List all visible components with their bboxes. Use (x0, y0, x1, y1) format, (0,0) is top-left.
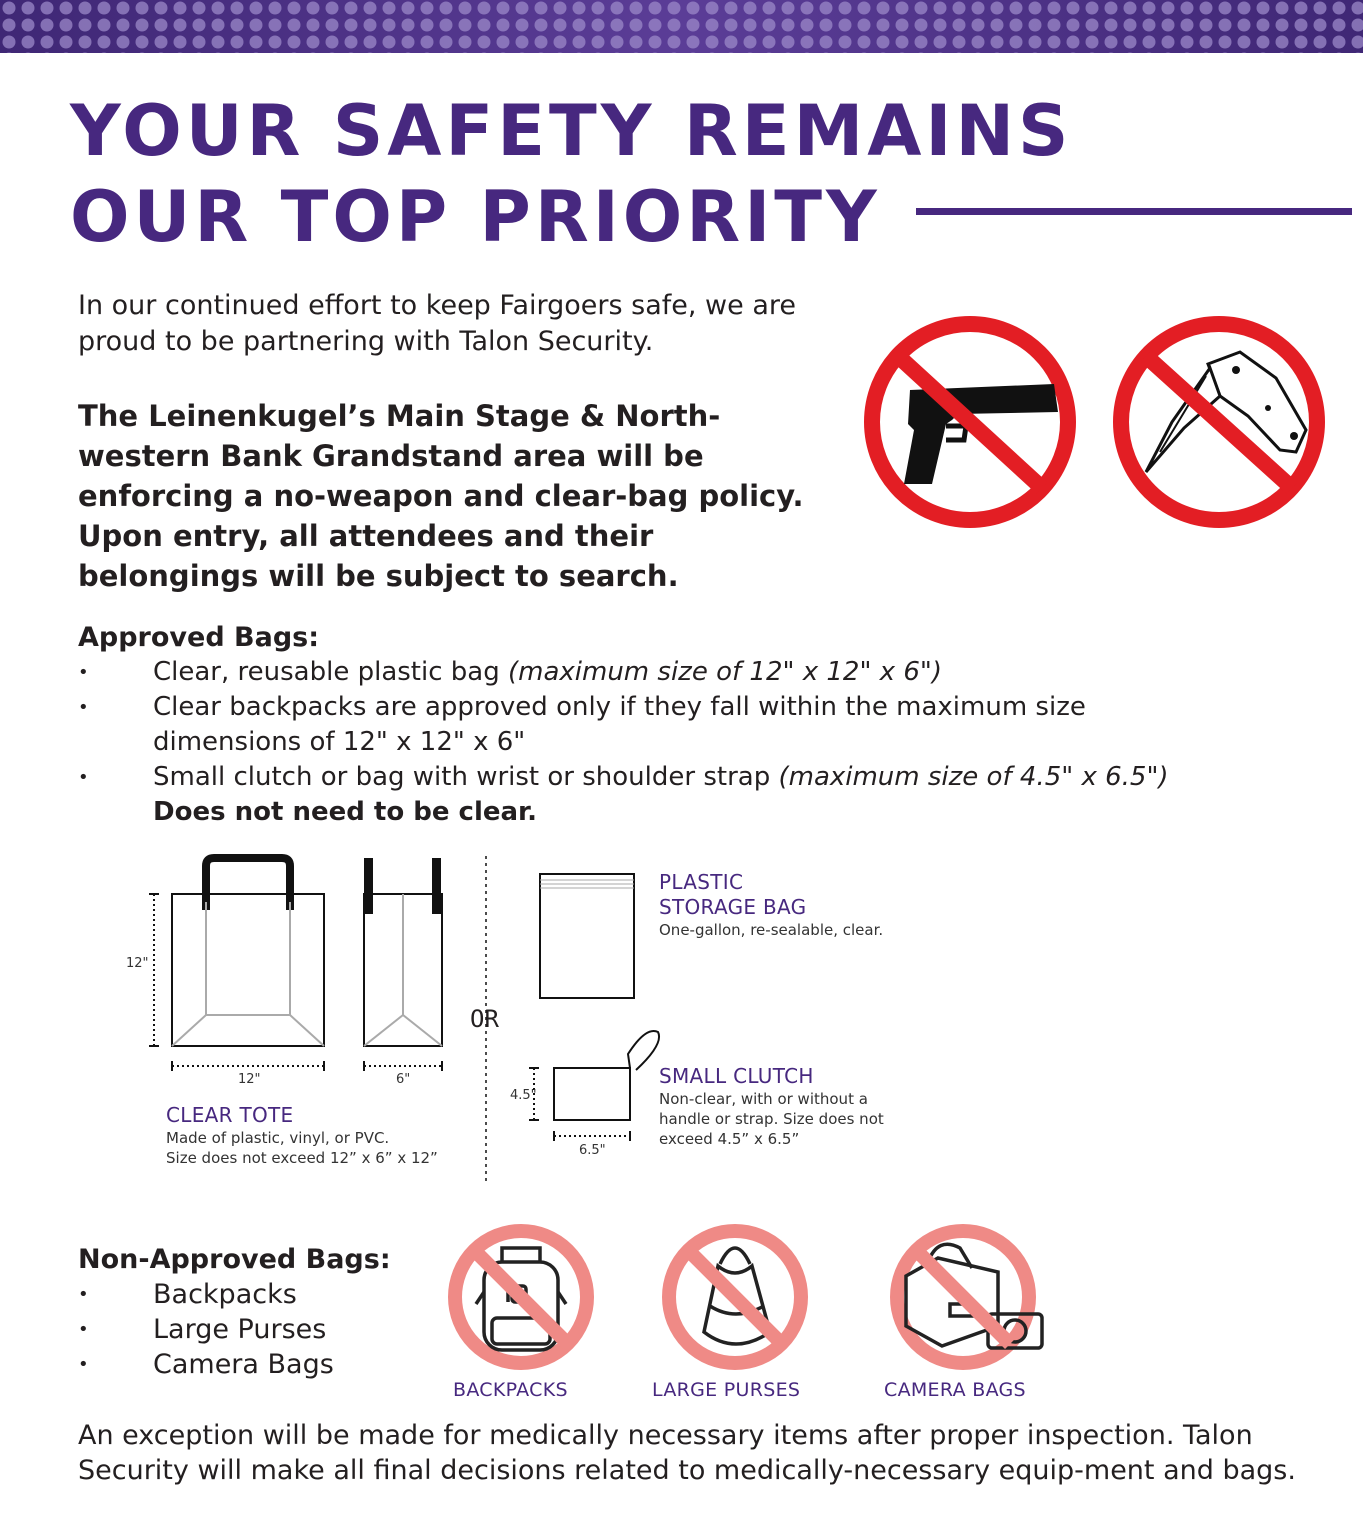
clutch-desc-1: Non-clear, with or without a (659, 1090, 868, 1108)
bullet: • (78, 767, 89, 788)
list-item (78, 1277, 334, 1312)
camera-bags-caption: CAMERA BAGS (884, 1379, 1026, 1401)
clear-tote-desc-2: Size does not exceed 12” x 6” x 12” (166, 1149, 438, 1167)
item-size: (maximum size of 4.5" x 6.5") (778, 762, 1169, 792)
item-text: Large Purses (153, 1314, 327, 1345)
item-size: (maximum size of 12" x 12" x 6") (507, 657, 942, 687)
clutch-title: SMALL CLUTCH (659, 1064, 814, 1088)
clutch-desc-2: handle or strap. Size does not (659, 1110, 884, 1128)
item-text: Small clutch or bag with wrist or shoulder strap (153, 762, 779, 792)
clear-tote-side-icon (364, 858, 442, 1046)
bullet: • (78, 1284, 89, 1305)
clutch-width-label: 6.5" (579, 1143, 606, 1158)
title-rule (916, 208, 1352, 215)
bullet: • (78, 662, 89, 683)
no-knife-icon (1108, 312, 1330, 532)
clear-tote-front-icon (172, 858, 324, 1046)
item-text: Clear, reusable plastic bag (153, 657, 508, 687)
header-dot-band (0, 0, 1363, 53)
plastic-bag-title-2: STORAGE BAG (659, 895, 807, 919)
list-item (78, 655, 1363, 690)
no-camera-bag-icon (888, 1222, 1048, 1372)
item-note: Does not need to be clear. (153, 797, 538, 827)
clear-tote-desc-1: Made of plastic, vinyl, or PVC. (166, 1129, 390, 1147)
approved-heading: Approved Bags: (78, 622, 320, 653)
or-label: OR (470, 1005, 499, 1033)
non-approved-list (78, 1277, 334, 1382)
title-line-2: OUR TOP PRIORITY (70, 176, 881, 258)
clutch-desc-3: exceed 4.5” x 6.5” (659, 1130, 800, 1148)
intro-paragraph: In our continued effort to keep Fairgoers safe, we are proud to be partnering with Talon Security. (78, 290, 796, 357)
bullet: • (78, 697, 89, 718)
page-title (70, 88, 1072, 260)
plastic-bag-desc: One-gallon, re-sealable, clear. (659, 921, 884, 939)
tote-depth-label: 6" (396, 1072, 411, 1087)
clutch-height-label: 4.5" (510, 1088, 537, 1103)
item-text: Camera Bags (153, 1349, 334, 1380)
bullet: • (78, 1354, 89, 1375)
small-clutch-icon (529, 1031, 659, 1141)
no-purse-icon (660, 1222, 810, 1372)
item-text: Backpacks (153, 1279, 297, 1310)
clear-tote-title: CLEAR TOTE (166, 1103, 294, 1127)
list-item (78, 1312, 334, 1347)
list-item (78, 760, 1363, 830)
tote-height-label: 12" (126, 956, 149, 971)
item-text: Clear backpacks are approved only if they fall within the maximum size dimensions of 12" x 12" x 6" (153, 692, 1086, 757)
plastic-bag-title-1: PLASTIC (659, 870, 744, 894)
plastic-storage-bag-icon (540, 874, 634, 998)
list-item (78, 1347, 334, 1382)
no-gun-icon (860, 312, 1080, 532)
policy-paragraph: The Leinenkugel’s Main Stage & North-western Bank Grandstand area will be enforcing a no-weapon and clear-bag policy. Upon entry, all attendees and their belongings will be subject to search. (78, 399, 804, 593)
backpacks-caption: BACKPACKS (453, 1379, 568, 1401)
no-backpack-icon (446, 1222, 596, 1372)
non-approved-heading: Non-Approved Bags: (78, 1244, 391, 1275)
bullet: • (78, 1319, 89, 1340)
large-purses-caption: LARGE PURSES (652, 1379, 801, 1401)
title-line-1: YOUR SAFETY REMAINS (70, 90, 1073, 172)
tote-width-label: 12" (238, 1072, 261, 1087)
exception-paragraph: An exception will be made for medically necessary items after proper inspection. Talon Security will make all final decisions related to medically-necessary equip-ment and bags. (78, 1420, 1296, 1486)
approved-list (78, 655, 1363, 830)
list-item (78, 690, 1363, 760)
